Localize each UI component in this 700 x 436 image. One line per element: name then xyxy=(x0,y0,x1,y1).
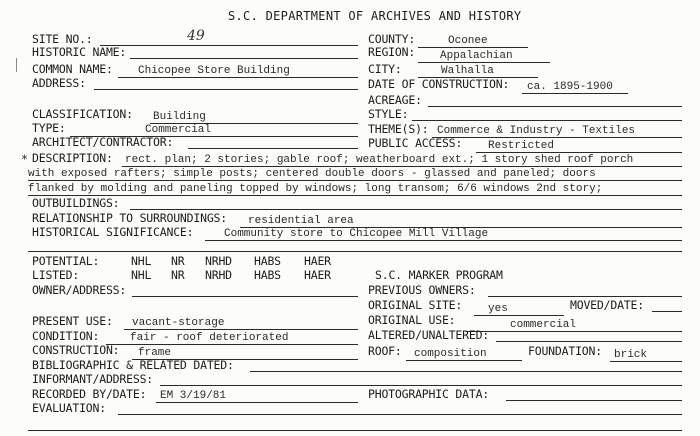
description-label: DESCRIPTION: xyxy=(32,151,113,165)
acreage-label: ACREAGE: xyxy=(368,93,422,107)
listed-label: LISTED: xyxy=(32,268,80,282)
construction-value: frame xyxy=(138,347,172,359)
owner-address-line xyxy=(132,296,358,297)
potential-nrhd: NRHD xyxy=(205,254,232,268)
significance-label: HISTORICAL SIGNIFICANCE: xyxy=(32,225,194,239)
roof-value: composition xyxy=(414,348,487,360)
themes-label: THEME(S): xyxy=(368,122,429,136)
significance-value: Community store to Chicopee Mill Village xyxy=(224,228,489,240)
photographic-line xyxy=(506,400,682,401)
original-site-label: ORIGINAL SITE: xyxy=(368,298,463,312)
outbuildings-label: OUTBUILDINGS: xyxy=(32,196,120,210)
potential-habs: HABS xyxy=(254,254,281,268)
type-value: Commercial xyxy=(145,124,212,136)
previous-owners-label: PREVIOUS OWNERS: xyxy=(368,283,476,297)
evaluation-line xyxy=(118,414,682,415)
site-no-label: SITE NO.: xyxy=(32,32,93,46)
description-rule-2 xyxy=(28,180,682,181)
previous-owners-line xyxy=(488,296,682,297)
region-label: REGION: xyxy=(368,45,416,59)
site-no-value: 49 xyxy=(187,28,205,44)
foundation-value: brick xyxy=(614,349,648,361)
owner-address-label: OWNER/ADDRESS: xyxy=(32,283,127,297)
potential-haer: HAER xyxy=(304,254,331,268)
city-label: CITY: xyxy=(368,62,402,76)
listed-nrhd: NRHD xyxy=(205,268,232,282)
present-use-label: PRESENT USE: xyxy=(32,314,113,328)
moved-date-label: MOVED/DATE: xyxy=(570,298,644,312)
architect-label: ARCHITECT/CONTRACTOR: xyxy=(32,135,174,149)
bottom-rule xyxy=(28,430,682,431)
description-rule-3 xyxy=(28,195,682,196)
public-access-line xyxy=(476,152,682,153)
marker-program-label: S.C. MARKER PROGRAM xyxy=(375,268,503,282)
site-no-line xyxy=(100,45,358,46)
historic-name-line xyxy=(130,58,358,59)
altered-label: ALTERED/UNALTERED: xyxy=(368,328,490,342)
condition-value: fair - roof deteriorated xyxy=(130,332,289,344)
description-line-1: rect. plan; 2 stories; gable roof; weatherboard ext.; 1 story shed roof porch xyxy=(125,154,634,166)
roof-line xyxy=(406,360,522,361)
city-value: Walhalla xyxy=(441,65,494,77)
listed-nr: NR xyxy=(171,268,185,282)
historic-name-label: HISTORIC NAME: xyxy=(32,45,127,59)
original-use-line xyxy=(466,331,682,332)
section-divider xyxy=(28,251,682,252)
date-construction-label: DATE OF CONSTRUCTION: xyxy=(368,77,510,91)
informant-label: INFORMANT/ADDRESS: xyxy=(32,372,154,386)
foundation-line xyxy=(610,361,682,362)
recorded-by-value: EM 3/19/81 xyxy=(160,390,227,402)
original-use-label: ORIGINAL USE: xyxy=(368,313,456,327)
original-use-value: commercial xyxy=(510,319,577,331)
bibliographic-line xyxy=(250,371,682,372)
original-site-line xyxy=(474,315,564,316)
construction-label: CONSTRUCTION: xyxy=(32,343,120,357)
common-name-label: COMMON NAME: xyxy=(32,62,113,76)
style-line xyxy=(412,120,682,121)
original-site-value: yes xyxy=(488,303,508,315)
relationship-value: residential area xyxy=(248,215,354,227)
common-name-line xyxy=(118,77,358,78)
listed-nhl: NHL xyxy=(131,268,152,282)
type-label: TYPE: xyxy=(32,121,66,135)
listed-haer: HAER xyxy=(304,268,331,282)
public-access-value: Restricted xyxy=(488,140,555,152)
present-use-value: vacant-storage xyxy=(132,317,225,329)
roof-label: ROOF: xyxy=(368,344,402,358)
outbuildings-line xyxy=(130,209,682,210)
bibliographic-label: BIBLIOGRAPHIC & RELATED DATED: xyxy=(32,358,234,372)
classification-label: CLASSIFICATION: xyxy=(32,107,133,121)
listed-habs: HABS xyxy=(254,268,281,282)
foundation-label: FOUNDATION: xyxy=(528,344,602,358)
acreage-line xyxy=(428,106,682,107)
date-construction-line xyxy=(522,93,628,94)
recorded-by-line xyxy=(156,402,358,403)
description-rule-1 xyxy=(122,166,682,167)
moved-date-line xyxy=(652,311,682,312)
relationship-label: RELATIONSHIP TO SURROUNDINGS: xyxy=(32,211,227,225)
date-construction-value: ca. 1895-1900 xyxy=(527,81,613,93)
present-use-line xyxy=(124,329,358,330)
potential-nr: NR xyxy=(171,254,185,268)
region-line xyxy=(418,62,550,63)
address-label: ADDRESS: xyxy=(32,76,86,90)
description-asterisk: * xyxy=(21,152,28,166)
margin-mark xyxy=(16,58,19,72)
altered-line xyxy=(496,341,682,342)
county-value: Oconee xyxy=(448,35,488,47)
photographic-label: PHOTOGRAPHIC DATA: xyxy=(368,387,490,401)
classification-value: Building xyxy=(153,111,206,123)
recorded-by-label: RECORDED BY/DATE: xyxy=(32,387,147,401)
county-label: COUNTY: xyxy=(368,32,416,46)
description-line-3: flanked by molding and paneling topped by windows; long transom; 6/6 windows 2nd story; xyxy=(28,183,603,195)
condition-line xyxy=(106,344,358,345)
potential-nhl: NHL xyxy=(131,254,152,268)
condition-label: CONDITION: xyxy=(32,329,100,343)
public-access-label: PUBLIC ACCESS: xyxy=(368,136,463,150)
region-value: Appalachian xyxy=(440,50,513,62)
significance-line xyxy=(205,240,682,241)
county-line xyxy=(418,47,528,48)
informant-line xyxy=(160,385,682,386)
style-label: STYLE: xyxy=(368,107,409,121)
themes-line xyxy=(432,137,682,138)
form-header: S.C. DEPARTMENT OF ARCHIVES AND HISTORY xyxy=(228,9,522,23)
address-line xyxy=(94,89,358,90)
themes-value: Commerce & Industry - Textiles xyxy=(437,125,636,137)
architect-line xyxy=(188,148,358,149)
potential-label: POTENTIAL: xyxy=(32,254,100,268)
common-name-value: Chicopee Store Building xyxy=(138,65,290,77)
evaluation-label: EVALUATION: xyxy=(32,401,106,415)
description-line-2: with exposed rafters; simple posts; centered double doors - glassed and paneled; doors xyxy=(28,168,596,180)
